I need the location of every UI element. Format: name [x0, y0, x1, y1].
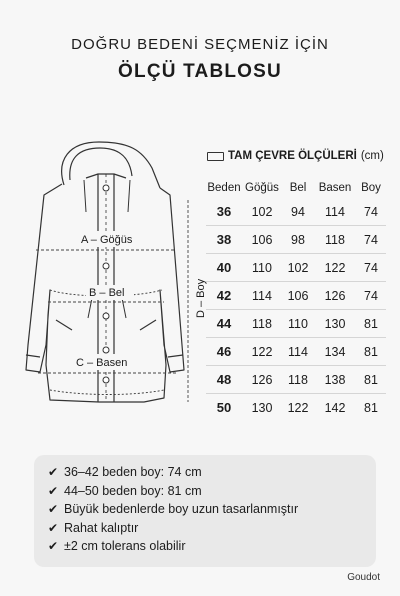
list-item: ✔ Büyük bedenlerde boy uzun tasarlanmıştır — [48, 500, 376, 519]
check-icon: ✔ — [48, 465, 59, 479]
notes-box — [34, 455, 376, 567]
table-row: 36 102 94 114 74 — [216, 204, 378, 219]
table-row: 46 122 114 134 81 — [206, 338, 386, 366]
table-row: 50 130 122 142 81 — [206, 394, 386, 422]
jacket-illustration — [14, 140, 210, 430]
label-chest: A – Göğüs — [81, 234, 133, 246]
col-hip: Basen — [318, 182, 352, 194]
table-title: TAM ÇEVRE ÖLÇÜLERİ — [228, 150, 357, 162]
size-table — [206, 178, 386, 421]
list-item: ✔ Rahat kalıptır — [48, 519, 376, 538]
col-length: Boy — [361, 182, 381, 194]
title-line-2: ÖLÇÜ TABLOSU — [118, 61, 282, 82]
table-row: 42 114 106 126 74 — [206, 282, 386, 310]
check-icon: ✔ — [48, 520, 59, 535]
label-waist: B – Bel — [89, 287, 125, 299]
list-item: ✔ 44–50 beden boy: 81 cm — [48, 482, 376, 501]
title-line-1: DOĞRU BEDENİ SEÇMENİZ İÇİN — [71, 36, 329, 53]
check-icon: ✔ — [48, 483, 59, 498]
table-row: 40 110 102 122 74 — [206, 254, 386, 282]
list-item: ✔ 36–42 beden boy: 74 cm — [48, 463, 376, 482]
table-row: 44 118 110 130 81 — [206, 310, 386, 338]
check-icon: ✔ — [48, 539, 59, 553]
col-size: Beden — [207, 182, 241, 194]
table-unit: (cm) — [360, 150, 384, 162]
table-row: 38 106 98 118 74 — [206, 226, 386, 254]
label-length: D – Boy — [195, 278, 207, 318]
list-item: ✔ ±2 cm tolerans olabilir — [48, 537, 376, 556]
table-heading — [207, 150, 397, 162]
measuring-tape-icon — [207, 152, 224, 161]
table-row: 48 126 118 138 81 — [206, 366, 386, 394]
label-hip: C – Basen — [76, 357, 128, 369]
col-chest: Göğüs — [245, 182, 279, 194]
brand-name: Goudot — [347, 572, 380, 583]
col-waist: Bel — [289, 182, 307, 194]
check-icon: ✔ — [48, 502, 59, 516]
